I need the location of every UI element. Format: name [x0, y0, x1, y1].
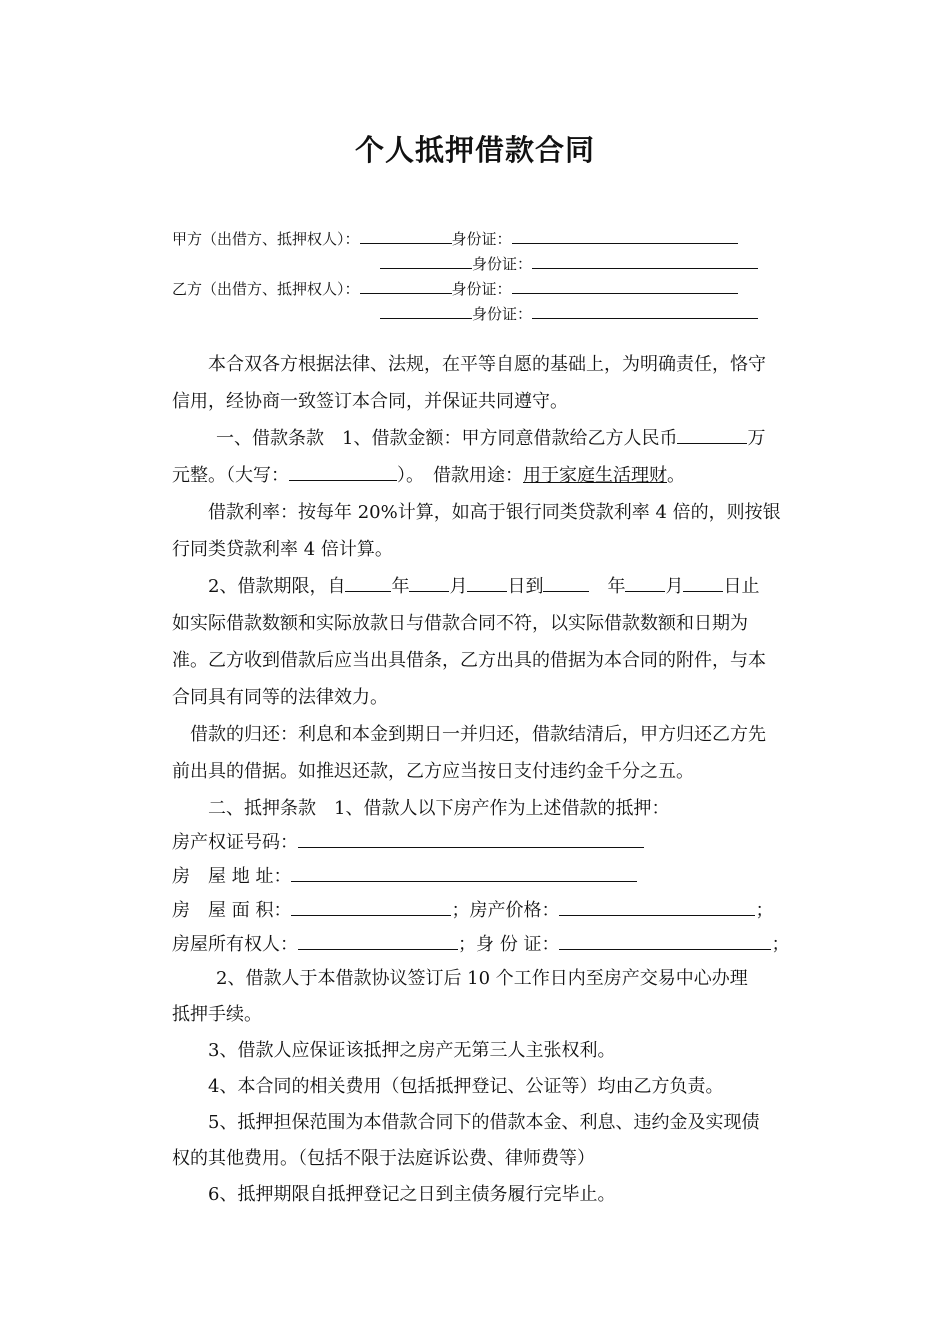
party-a-id-blank[interactable] — [512, 229, 738, 244]
property-price-blank[interactable] — [559, 901, 755, 916]
end-month-label: 月 — [665, 576, 684, 597]
semicolon-2: ； — [771, 934, 790, 955]
clause-2-line-1: 2、借款人于本借款协议签订后 10 个工作日内至房产交易中心办理 — [216, 968, 748, 989]
property-address-line — [172, 862, 637, 888]
clause-3: 3、借款人应保证该抵押之房产无第三人主张权利。 — [208, 1040, 616, 1061]
loan-term-line-2: 如实际借款数额和实际放款日与借款合同不符，以实际借款数额和日期为 — [172, 613, 748, 634]
end-month-blank[interactable] — [625, 577, 665, 592]
end-year-blank[interactable] — [543, 577, 589, 592]
loan-term-line-1 — [208, 572, 759, 598]
party-a-line — [172, 228, 738, 249]
property-owner-line — [172, 930, 789, 956]
loan-amount-line — [216, 424, 765, 450]
party-b-name-blank-2[interactable] — [380, 304, 472, 319]
loan-purpose-value: 用于家庭生活理财 — [523, 465, 667, 486]
party-a-id-blank-2[interactable] — [532, 254, 758, 269]
loan-unit-text: 万 — [747, 428, 766, 449]
day-end-label: 日止 — [723, 576, 760, 597]
property-cert-line — [172, 828, 644, 854]
start-year-label: 年 — [391, 576, 410, 597]
loan-capital-line — [172, 461, 685, 487]
party-a-id-label-2: 身份证： — [472, 255, 533, 273]
semicolon: ； — [755, 900, 774, 921]
property-area-label: 房 屋 面 积： — [172, 900, 292, 921]
party-a-id-label: 身份证： — [451, 230, 512, 248]
clause-2-line-2: 抵押手续。 — [172, 1004, 262, 1025]
party-a-name-blank[interactable] — [360, 229, 452, 244]
property-area-blank[interactable] — [291, 901, 451, 916]
clause-5-line-2: 权的其他费用。（包括不限于法庭诉讼费、律师费等） — [172, 1148, 595, 1169]
property-price-label: ；房产价格： — [451, 900, 560, 921]
party-b-id-label: 身份证： — [451, 280, 512, 298]
loan-amount-blank[interactable] — [677, 429, 747, 444]
loan-term-line-4: 合同具有同等的法律效力。 — [172, 687, 388, 708]
day-to-label: 日到 — [507, 576, 544, 597]
owner-id-label: ；身 份 证： — [458, 934, 560, 955]
party-b-line-2 — [380, 303, 758, 324]
interest-rate-line-1: 借款利率：按每年 20%计算，如高于银行同类贷款利率 4 倍的，则按银 — [208, 502, 781, 523]
capital-amount-blank[interactable] — [289, 466, 397, 481]
clause-6: 6、抵押期限自抵押登记之日到主债务履行完毕止。 — [208, 1184, 616, 1205]
end-year-label: 年 — [607, 576, 626, 597]
start-year-blank[interactable] — [345, 577, 391, 592]
purpose-end: 。 — [667, 465, 685, 486]
interest-rate-line-2: 行同类贷款利率 4 倍计算。 — [172, 539, 393, 560]
preamble-line-1: 本合双各方根据法律、法规，在平等自愿的基础上，为明确责任，恪守 — [208, 354, 766, 375]
purpose-label: ）。 借款用途： — [397, 465, 523, 486]
party-b-id-label-2: 身份证： — [472, 305, 533, 323]
party-a-label: 甲方（出借方、抵押权人）： — [172, 230, 360, 248]
party-a-name-blank-2[interactable] — [380, 254, 472, 269]
owner-id-blank[interactable] — [559, 935, 771, 950]
start-month-blank[interactable] — [409, 577, 449, 592]
capital-label: 元整。（大写： — [172, 465, 289, 486]
property-cert-label: 房产权证号码： — [172, 832, 298, 853]
party-a-line-2 — [380, 253, 758, 274]
clause-4: 4、本合同的相关费用（包括抵押登记、公证等）均由乙方负责。 — [208, 1076, 724, 1097]
property-address-label: 房 屋 地 址： — [172, 866, 292, 887]
loan-term-label: 2、借款期限，自 — [208, 576, 346, 597]
property-owner-label: 房屋所有权人： — [172, 934, 298, 955]
property-area-line — [172, 896, 773, 922]
preamble-line-2: 信用，经协商一致签订本合同，并保证共同遵守。 — [172, 391, 568, 412]
party-b-id-blank[interactable] — [512, 279, 738, 294]
party-b-name-blank[interactable] — [360, 279, 452, 294]
property-cert-blank[interactable] — [298, 833, 644, 848]
party-b-id-blank-2[interactable] — [532, 304, 758, 319]
repayment-line-2: 前出具的借据。如推迟还款，乙方应当按日支付违约金千分之五。 — [172, 761, 694, 782]
loan-term-line-3: 准。乙方收到借款后应当出具借条，乙方出具的借据为本合同的附件，与本 — [172, 650, 766, 671]
repayment-line-1: 借款的归还：利息和本金到期日一并归还，借款结清后，甲方归还乙方先 — [190, 724, 766, 745]
document-title: 个人抵押借款合同 — [354, 133, 595, 167]
party-b-line — [172, 278, 738, 299]
loan-amount-text: 一、借款条款 1、借款金额：甲方同意借款给乙方人民币 — [216, 428, 678, 449]
end-day-blank[interactable] — [683, 577, 723, 592]
start-day-blank[interactable] — [467, 577, 507, 592]
mortgage-section-heading: 二、抵押条款 1、借款人以下房产作为上述借款的抵押： — [208, 798, 670, 819]
property-address-blank[interactable] — [291, 867, 637, 882]
start-month-label: 月 — [449, 576, 468, 597]
clause-5-line-1: 5、抵押担保范围为本借款合同下的借款本金、利息、违约金及实现债 — [208, 1112, 760, 1133]
property-owner-blank[interactable] — [298, 935, 458, 950]
party-b-label: 乙方（出借方、抵押权人）： — [172, 280, 360, 298]
